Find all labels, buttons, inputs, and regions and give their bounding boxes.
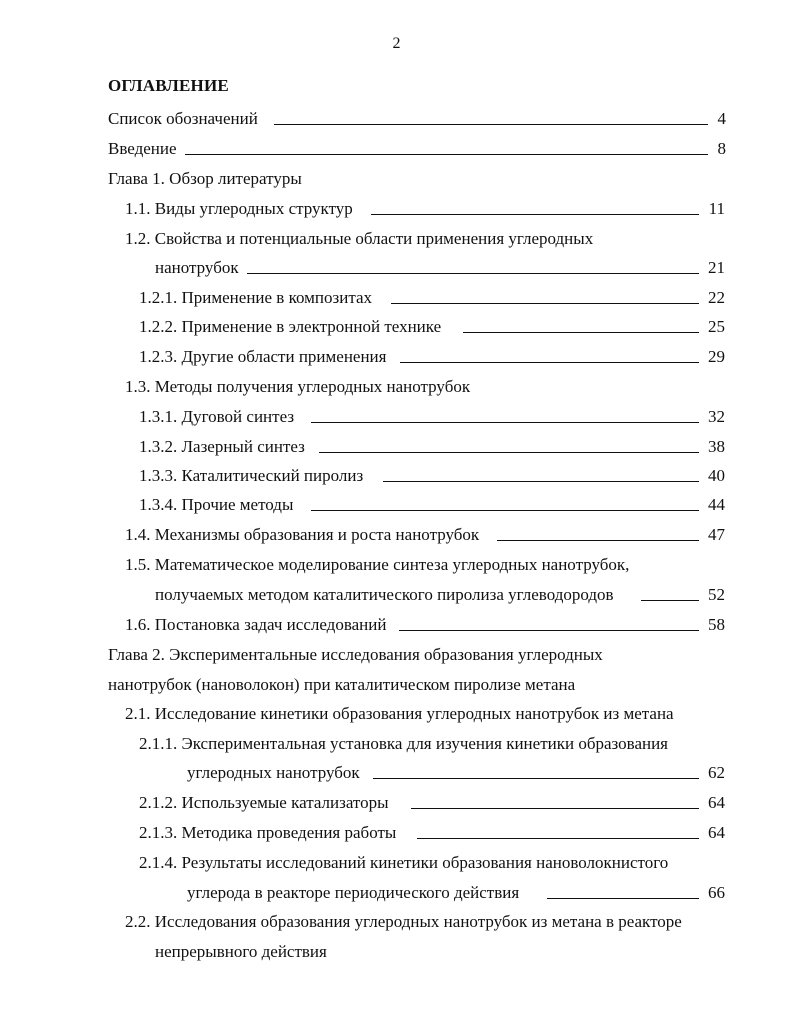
leader-line — [247, 273, 699, 274]
leader-line — [311, 510, 699, 511]
toc-entry-title: 1.2.1. Применение в композитах — [139, 288, 373, 307]
toc-entry[interactable] — [155, 941, 725, 963]
toc-entry[interactable] — [108, 644, 728, 666]
toc-entry[interactable] — [139, 792, 725, 814]
toc-entry-title: Глава 1. Обзор литературы — [108, 169, 302, 188]
toc-entry-title: 1.4. Механизмы образования и роста нанотрубок — [125, 525, 480, 544]
toc-entry-title: 1.2.2. Применение в электронной технике — [139, 317, 442, 336]
toc-entry-page: 64 — [708, 823, 725, 842]
toc-entry-page: 58 — [708, 615, 725, 634]
toc-entry-title: Список обозначений — [108, 109, 258, 128]
toc-entry-page: 66 — [708, 883, 725, 902]
toc-entry-title: 1.3.4. Прочие методы — [139, 495, 294, 514]
toc-entry[interactable] — [139, 822, 725, 844]
toc-entry-page: 11 — [708, 199, 725, 218]
toc-entry-page: 25 — [708, 317, 725, 336]
toc-heading: ОГЛАВЛЕНИЕ — [108, 76, 229, 95]
toc-entry[interactable] — [125, 524, 725, 546]
leader-line — [547, 898, 699, 899]
toc-entry-title: 1.5. Математическое моделирование синтеза углеродных нанотрубок, — [125, 555, 630, 574]
toc-entry-title: непрерывного действия — [155, 942, 327, 961]
toc-entry[interactable] — [139, 287, 725, 309]
toc-entry[interactable] — [108, 674, 728, 696]
toc-entry-title: 1.3. Методы получения углеродных нанотрубок — [125, 377, 471, 396]
toc-entry[interactable] — [187, 762, 725, 784]
toc-entry-page: 64 — [708, 793, 725, 812]
leader-line — [417, 838, 699, 839]
toc-entry-page: 40 — [708, 466, 725, 485]
toc-entry[interactable] — [108, 108, 728, 130]
leader-line — [383, 481, 699, 482]
toc-entry-title: 1.2.3. Другие области применения — [139, 347, 387, 366]
toc-entry[interactable] — [125, 703, 725, 725]
leader-line — [399, 630, 699, 631]
toc-entry-page: 4 — [717, 109, 726, 128]
toc-entry[interactable] — [139, 436, 725, 458]
toc-entry[interactable] — [125, 911, 725, 933]
toc-entry-page: 8 — [717, 139, 726, 158]
leader-line — [400, 362, 699, 363]
toc-entry[interactable] — [187, 882, 725, 904]
page-number: 2 — [392, 35, 401, 52]
toc-entry-title: 1.6. Постановка задач исследований — [125, 615, 387, 634]
toc-entry-page: 62 — [708, 763, 725, 782]
toc-entry[interactable] — [139, 346, 725, 368]
toc-entry-title: получаемых методом каталитического пиролиза углеводородов — [155, 585, 614, 604]
toc-entry-title: 2.1.2. Используемые катализаторы — [139, 793, 389, 812]
toc-entry-title: нанотрубок (нановолокон) при каталитическом пиролизе метана — [108, 675, 576, 694]
leader-line — [319, 452, 699, 453]
toc-entry[interactable] — [155, 257, 725, 279]
leader-line — [274, 124, 708, 125]
toc-entry[interactable] — [139, 316, 725, 338]
leader-line — [463, 332, 699, 333]
toc-entry-title: 2.1. Исследование кинетики образования углеродных нанотрубок из метана — [125, 704, 674, 723]
toc-entry[interactable] — [139, 852, 725, 874]
toc-entry-title: 1.3.2. Лазерный синтез — [139, 437, 305, 456]
toc-entry[interactable] — [139, 406, 725, 428]
toc-entry-title: 2.2. Исследования образования углеродных нанотрубок из метана в реакторе — [125, 912, 682, 931]
toc-entry-page: 52 — [708, 585, 725, 604]
toc-entry-page: 44 — [708, 495, 725, 514]
leader-line — [411, 808, 699, 809]
toc-entry-title: 1.2. Свойства и потенциальные области применения углеродных — [125, 229, 594, 248]
toc-entry[interactable] — [125, 228, 725, 250]
toc-entry-page: 38 — [708, 437, 725, 456]
toc-entry-title: Введение — [108, 139, 177, 158]
toc-entry-title: 1.3.1. Дуговой синтез — [139, 407, 295, 426]
toc-entry-title: углерода в реакторе периодического действия — [187, 883, 520, 902]
leader-line — [373, 778, 699, 779]
leader-line — [497, 540, 699, 541]
toc-entry-title: 1.3.3. Каталитический пиролиз — [139, 466, 364, 485]
toc-entry[interactable] — [108, 168, 728, 190]
leader-line — [371, 214, 699, 215]
leader-line — [185, 154, 708, 155]
toc-entry[interactable] — [108, 138, 728, 160]
toc-entry-page: 21 — [708, 258, 725, 277]
toc-entry-title: 1.1. Виды углеродных структур — [125, 199, 353, 218]
toc-entry-title: 2.1.3. Методика проведения работы — [139, 823, 397, 842]
leader-line — [311, 422, 699, 423]
toc-entry[interactable] — [139, 465, 725, 487]
toc-entry-page: 32 — [708, 407, 725, 426]
toc-entry-title: нанотрубок — [155, 258, 239, 277]
toc-entry-page: 29 — [708, 347, 725, 366]
leader-line — [641, 600, 699, 601]
toc-entry[interactable] — [139, 494, 725, 516]
leader-line — [391, 303, 699, 304]
toc-entry-page: 47 — [708, 525, 725, 544]
toc-entry-title: углеродных нанотрубок — [187, 763, 360, 782]
toc-entry-title: 2.1.4. Результаты исследований кинетики образования нановолокнистого — [139, 853, 669, 872]
toc-entry-page: 22 — [708, 288, 725, 307]
toc-entry[interactable] — [125, 554, 725, 576]
toc-entry[interactable] — [139, 733, 725, 755]
toc-entry[interactable] — [155, 584, 725, 606]
toc-entry-title: Глава 2. Экспериментальные исследования образования углеродных — [108, 645, 603, 664]
toc-entry[interactable] — [125, 376, 725, 398]
toc-entry[interactable] — [125, 614, 725, 636]
toc-entry-title: 2.1.1. Экспериментальная установка для изучения кинетики образования — [139, 734, 669, 753]
toc-entry[interactable] — [125, 198, 725, 220]
